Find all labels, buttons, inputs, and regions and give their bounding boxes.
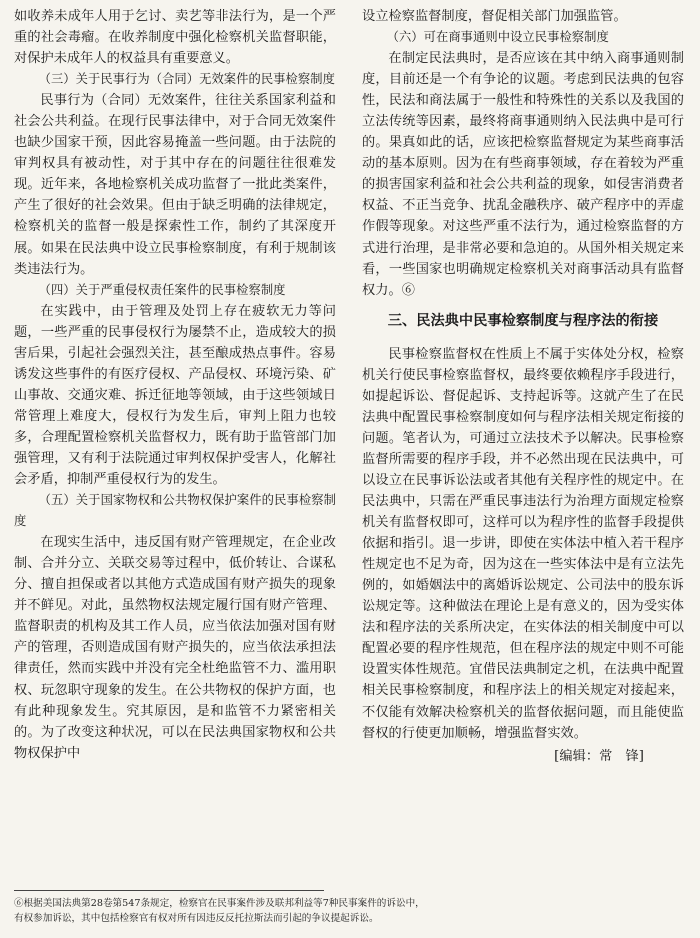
subheading-6: （六）可在商事通则中设立民事检察制度 bbox=[386, 30, 609, 45]
subheading-4: （四）关于严重侵权责任案件的民事检察制度 bbox=[38, 282, 286, 297]
left-column bbox=[14, 6, 336, 764]
paragraph-3: 民事行为（合同）无效案件，往往关系国家利益和社会公共利益。在现行民事法律中，对于合同无效案件也缺少国家干预，因此容易掩盖一些问题。由于法院的审判权具有被动性，对于其中存在的问题往往很难发现。近年来，各地检察机关成功监督了一批此类案件，产生了很好的社会效果。但由于缺乏明确的法律规定，检察机关的监督一般是探索性工作，制约了其深度开展。如果在民法典中设立民事检察制度，有利于规制该类违法行为。 bbox=[14, 93, 336, 277]
footnote-line-2: 有权参加诉讼，其中包括检察官有权对所有因违反反托拉斯法而引起的争议提起诉讼。 bbox=[14, 913, 379, 924]
footnote-line-1: ⑥根据美国法典第28卷第547条规定，检察官在民事案件涉及联邦利益等7种民事案件的诉讼中， bbox=[14, 898, 425, 909]
paragraph-continued: 设立检察监督制度，督促相关部门加强监管。 bbox=[362, 9, 627, 24]
paragraph-4: 在实践中，由于管理及处罚上存在疲软无力等问题，一些严重的民事侵权行为屡禁不止，造成较大的损害后果，引起社会强烈关注，甚至酿成热点事件。容易诱发这些事件的有医疗侵权、产品侵权、环境污染、矿山事故、交通灾难、拆迁征地等领域，由于这些领域日常管理上难度大，侵权行为发生后，审判上阻力也较多，合理配置检察机关监督权力，既有助于监管部门加强管理，又有利于法院通过审判权保护受害人，化解社会矛盾，抑制严重侵权行为的发生。 bbox=[14, 303, 336, 488]
paragraph-intro: 如收养未成年人用于乞讨、卖艺等非法行为，是一个严重的社会毒瘤。在收养制度中强化检察机关监督职能，对保护未成年人的权益具有重要意义。 bbox=[14, 9, 336, 67]
subheading-3: （三）关于民事行为（合同）无效案件的民事检察制度 bbox=[38, 72, 335, 87]
right-column bbox=[362, 6, 684, 767]
paragraph-section-3: 民事检察监督权在性质上不属于实体处分权，检察机关行使民事检察监督权，最终要依赖程序手段进行，如提起诉讼、督促起诉、支持起诉等。这就产生了在民法典中配置民事检察制度如何与程序法相关规定衔接的问题。笔者认为，可通过立法技术予以解决。民事检察监督所需要的程序手段，并不必然出现在民法典中，可以设立在民事诉讼法或者其他有关程序性的规定中。在民法典中，只需在严重民事违法行为治理方面规定检察机关有监督权即可，这样可以为程序性的监督手段提供依据和指引。退一步讲，即使在实体法中植入若干程序性规定也不足为奇，因为这在一些实体法中是有立法先例的，如婚姻法中的离婚诉讼规定、公司法中的股东诉讼规定等。这种做法在理论上是有意义的，因为受实体法和程序法的关系所决定，在实体法的相关制度中可以配置必要的程序性规范，但在程序法的规定中则不可能设置实体性规范。宜借民法典制定之机，在法典中配置相关民事检察制度，和程序法上的相关规定对接起来，不仅能有效解决检察机关的监督依据问题，而且能使监督权的行使更加顺畅，增强监督实效。 bbox=[362, 346, 684, 741]
paragraph-6: 在制定民法典时，是否应该在其中纳入商事通则制度，目前还是一个有争论的议题。考虑到民法典的包容性，民法和商法属于一般性和特殊性的关系以及我国的立法传统等因素，最终将商事通则纳入民法典中是可行的。果真如此的话，应该把检察监督规定为某些商事活动的基本原则。因为在有些商事领域，存在着较为严重的损害国家利益和社会公共利益的现象，如侵害消费者权益、不正当竞争、扰乱金融秩序、破产程序中的弄虚作假等现象。对这些严重不法行为，通过检察监督的方式进行治理，是非常必要和急迫的。从国外相关规定来看，一些国家也明确规定检察机关对商事活动具有监督权力。⑥ bbox=[362, 51, 684, 298]
subheading-5: （五）关于国家物权和公共物权保护案件的民事检察制度 bbox=[14, 493, 336, 529]
footnote bbox=[14, 896, 686, 926]
footnote-divider bbox=[14, 890, 324, 891]
paragraph-5: 在现实生活中，违反国有财产管理规定，在企业改制、合并分立、关联交易等过程中，低价转让、合谋私分、擅自担保或者以其他方式造成国有财产损失的现象并不鲜见。对此，虽然物权法规定履行国有财产管理、监督职责的机构及其工作人员，应当依法加强对国有财产的管理，否则造成国有财产损失的，应当依法承担法律责任，然而实践中并没有完全杜绝监管不力、滥用职权、玩忽职守现象的发生。在公共物权的保护方面，也有此种现象发生。究其原因，是和监管不力紧密相关的。为了改变这种状况，可以在民法典国家物权和公共物权保护中 bbox=[14, 535, 336, 761]
editor-credit: [编辑：常 锋] bbox=[554, 748, 644, 764]
section-heading-3: 三、民法典中民事检察制度与程序法的衔接 bbox=[387, 312, 659, 329]
